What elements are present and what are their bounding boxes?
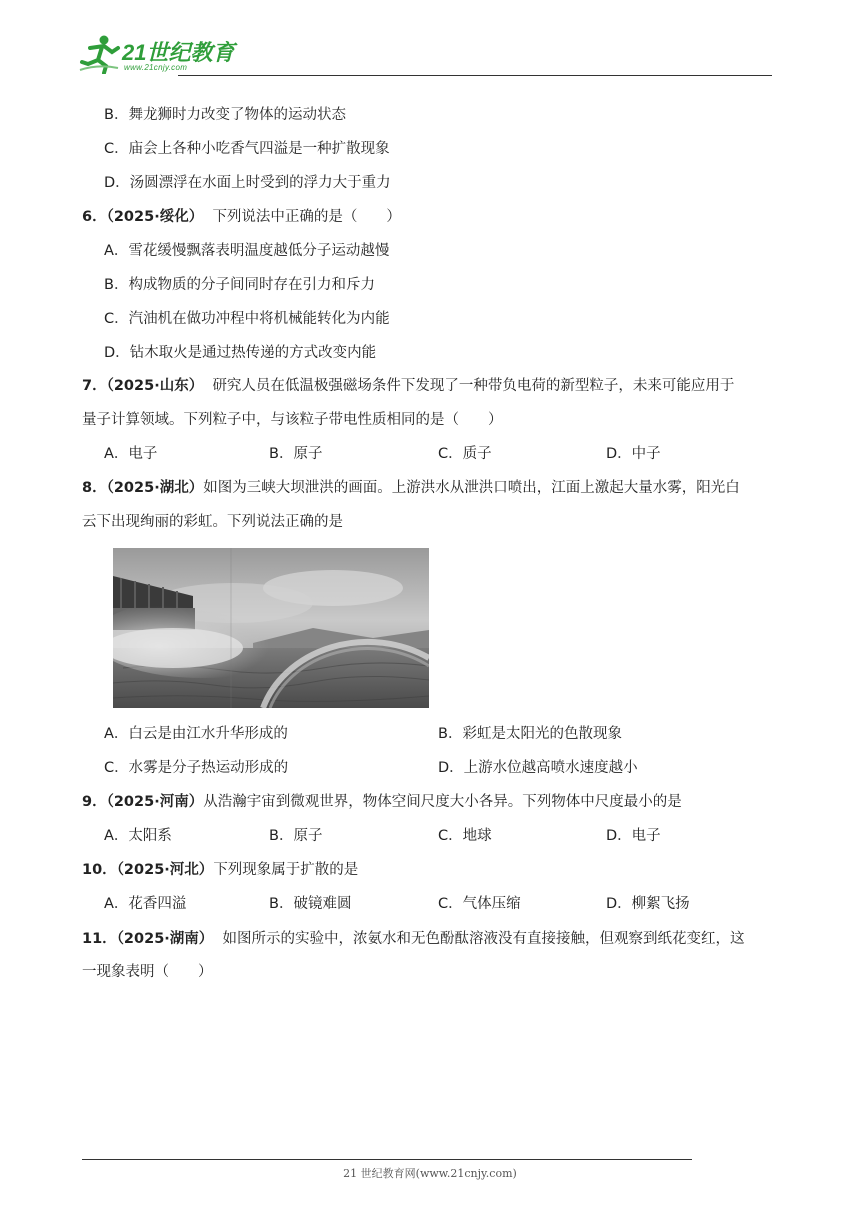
option-text: C．质子 [438,446,492,462]
option-text: B．原子 [269,828,323,844]
question-text: 云下出现绚丽的彩虹。下列说法正确的是 [82,514,343,530]
question-text: 下列说法中正确的是（ ） [212,209,401,225]
question-7-stem [82,376,734,396]
option-text: C．气体压缩 [438,896,521,912]
site-logo [78,30,258,78]
header-divider [178,75,772,76]
logo-text: 21世纪教育 [122,40,235,65]
option-text: D．中子 [606,446,661,462]
option-text: D．上游水位越高喷水速度越小 [438,760,638,776]
question-text: 量子计算领域。下列粒子中，与该粒子带电性质相同的是（ ） [82,412,503,428]
question-number: 8． [82,480,107,496]
question-11-stem [82,929,745,949]
runner-icon [78,34,122,74]
option-text: D．柳絮飞扬 [606,896,690,912]
question-text: 从浩瀚宇宙到微观世界，物体空间尺度大小各异。下列物体中尺度最小的是 [203,794,682,810]
question-source: （2025·湖北） [106,480,204,496]
question-9-stem [82,792,682,812]
option-text: B．破镜难圆 [269,896,352,912]
option-text: B．原子 [269,446,323,462]
option-text: C．水雾是分子热运动形成的 [104,760,289,776]
option-text: A．电子 [104,446,158,462]
question-source: （2025·河南） [106,794,204,810]
question-number: 11． [82,931,117,947]
option-text: D．钻木取火是通过热传递的方式改变内能 [104,345,377,361]
option-text: D．汤圆漂浮在水面上时受到的浮力大于重力 [104,175,391,191]
question-source: （2025·河北） [116,862,214,878]
footer-text: 21 世纪教育网(www.21cnjy.com) [343,1167,517,1180]
option-text: A．白云是由江水升华形成的 [104,726,288,742]
question-10-stem [82,860,358,880]
question-text: 如图所示的实验中，浓氨水和无色酚酞溶液没有直接接触，但观察到纸花变红，这 [222,931,745,947]
question-text: 一现象表明（ ） [82,964,213,980]
question-number: 6． [82,209,107,225]
option-text: A．太阳系 [104,828,172,844]
question-number: 7． [82,378,107,394]
page-header [78,30,772,80]
footer-divider [82,1159,692,1160]
option-text: B．彩虹是太阳光的色散现象 [438,726,622,742]
question-text: 下列现象属于扩散的是 [213,862,359,878]
option-text: C．地球 [438,828,492,844]
question-8-stem [82,478,740,498]
option-text: C．汽油机在做功冲程中将机械能转化为内能 [104,311,390,327]
dam-rainbow-photo [113,548,429,708]
question-text: 研究人员在低温极强磁场条件下发现了一种带负电荷的新型粒子，未来可能应用于 [212,378,735,394]
option-text: B．构成物质的分子间同时存在引力和斥力 [104,277,375,293]
question-source: （2025·绥化） [106,209,204,225]
question-text: 如图为三峡大坝泄洪的画面。上游洪水从泄洪口喷出，江面上激起大量水雾，阳光白 [203,480,740,496]
option-text: A．花香四溢 [104,896,187,912]
option-text: D．电子 [606,828,661,844]
logo-url: www.21cnjy.com [124,63,188,72]
question-6-stem [82,207,401,227]
question-source: （2025·山东） [106,378,204,394]
option-text: B．舞龙狮时力改变了物体的运动状态 [104,107,346,123]
question-number: 10． [82,862,117,878]
question-number: 9． [82,794,107,810]
option-text: C．庙会上各种小吃香气四溢是一种扩散现象 [104,141,390,157]
option-text: A．雪花缓慢飘落表明温度越低分子运动越慢 [104,243,390,259]
question-source: （2025·湖南） [116,931,214,947]
